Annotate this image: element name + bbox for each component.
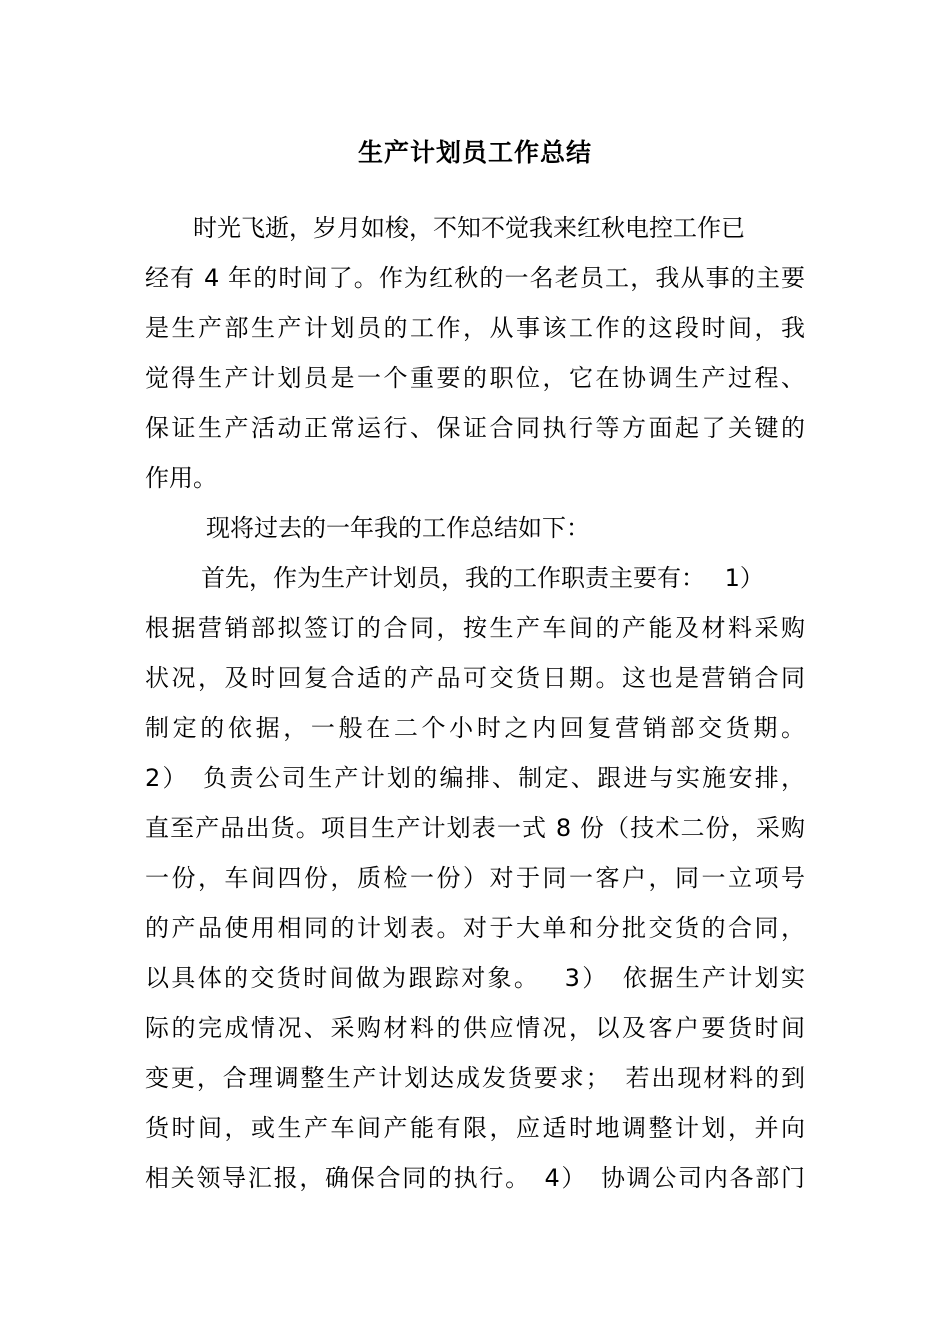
paragraph-line: 货时间，或生产车间产能有限，应适时地调整计划，并向 — [145, 1114, 805, 1142]
paragraph-line: 相关领导汇报，确保合同的执行。 4） 协调公司内各部门 — [145, 1164, 805, 1192]
paragraph-line: 首先，作为生产计划员，我的工作职责主要有： 1） — [201, 564, 764, 592]
paragraph-line: 制定的依据，一般在二个小时之内回复营销部交货期。 — [145, 714, 805, 742]
paragraph-line: 直至产品出货。项目生产计划表一式 8 份（技术二份，采购 — [145, 814, 805, 842]
document-title: 生产计划员工作总结 — [357, 138, 592, 167]
paragraph-line: 2） 负责公司生产计划的编排、制定、跟进与实施安排， — [145, 764, 805, 792]
paragraph-line: 状况，及时回复合适的产品可交货日期。这也是营销合同 — [145, 664, 805, 692]
paragraph-line: 际的完成情况、采购材料的供应情况，以及客户要货时间 — [145, 1014, 805, 1042]
paragraph-line: 保证生产活动正常运行、保证合同执行等方面起了关键的 — [145, 414, 805, 442]
paragraph-line: 是生产部生产计划员的工作，从事该工作的这段时间，我 — [145, 314, 805, 342]
paragraph-line: 时光飞逝，岁月如梭，不知不觉我来红秋电控工作已 — [193, 214, 745, 242]
paragraph-line: 经有 4 年的时间了。作为红秋的一名老员工，我从事的主要 — [145, 264, 805, 292]
paragraph-line: 现将过去的一年我的工作总结如下： — [206, 514, 590, 542]
paragraph-line: 变更，合理调整生产计划达成发货要求； 若出现材料的到 — [145, 1064, 805, 1092]
paragraph-line: 根据营销部拟签订的合同，按生产车间的产能及材料采购 — [145, 614, 805, 642]
paragraph-line: 作用。 — [145, 464, 217, 492]
paragraph-line: 的产品使用相同的计划表。对于大单和分批交货的合同， — [145, 914, 805, 942]
paragraph-line: 觉得生产计划员是一个重要的职位，它在协调生产过程、 — [145, 364, 805, 392]
paragraph-line: 以具体的交货时间做为跟踪对象。 3） 依据生产计划实 — [145, 964, 805, 992]
paragraph-line: 一份，车间四份，质检一份）对于同一客户，同一立项号 — [145, 864, 805, 892]
